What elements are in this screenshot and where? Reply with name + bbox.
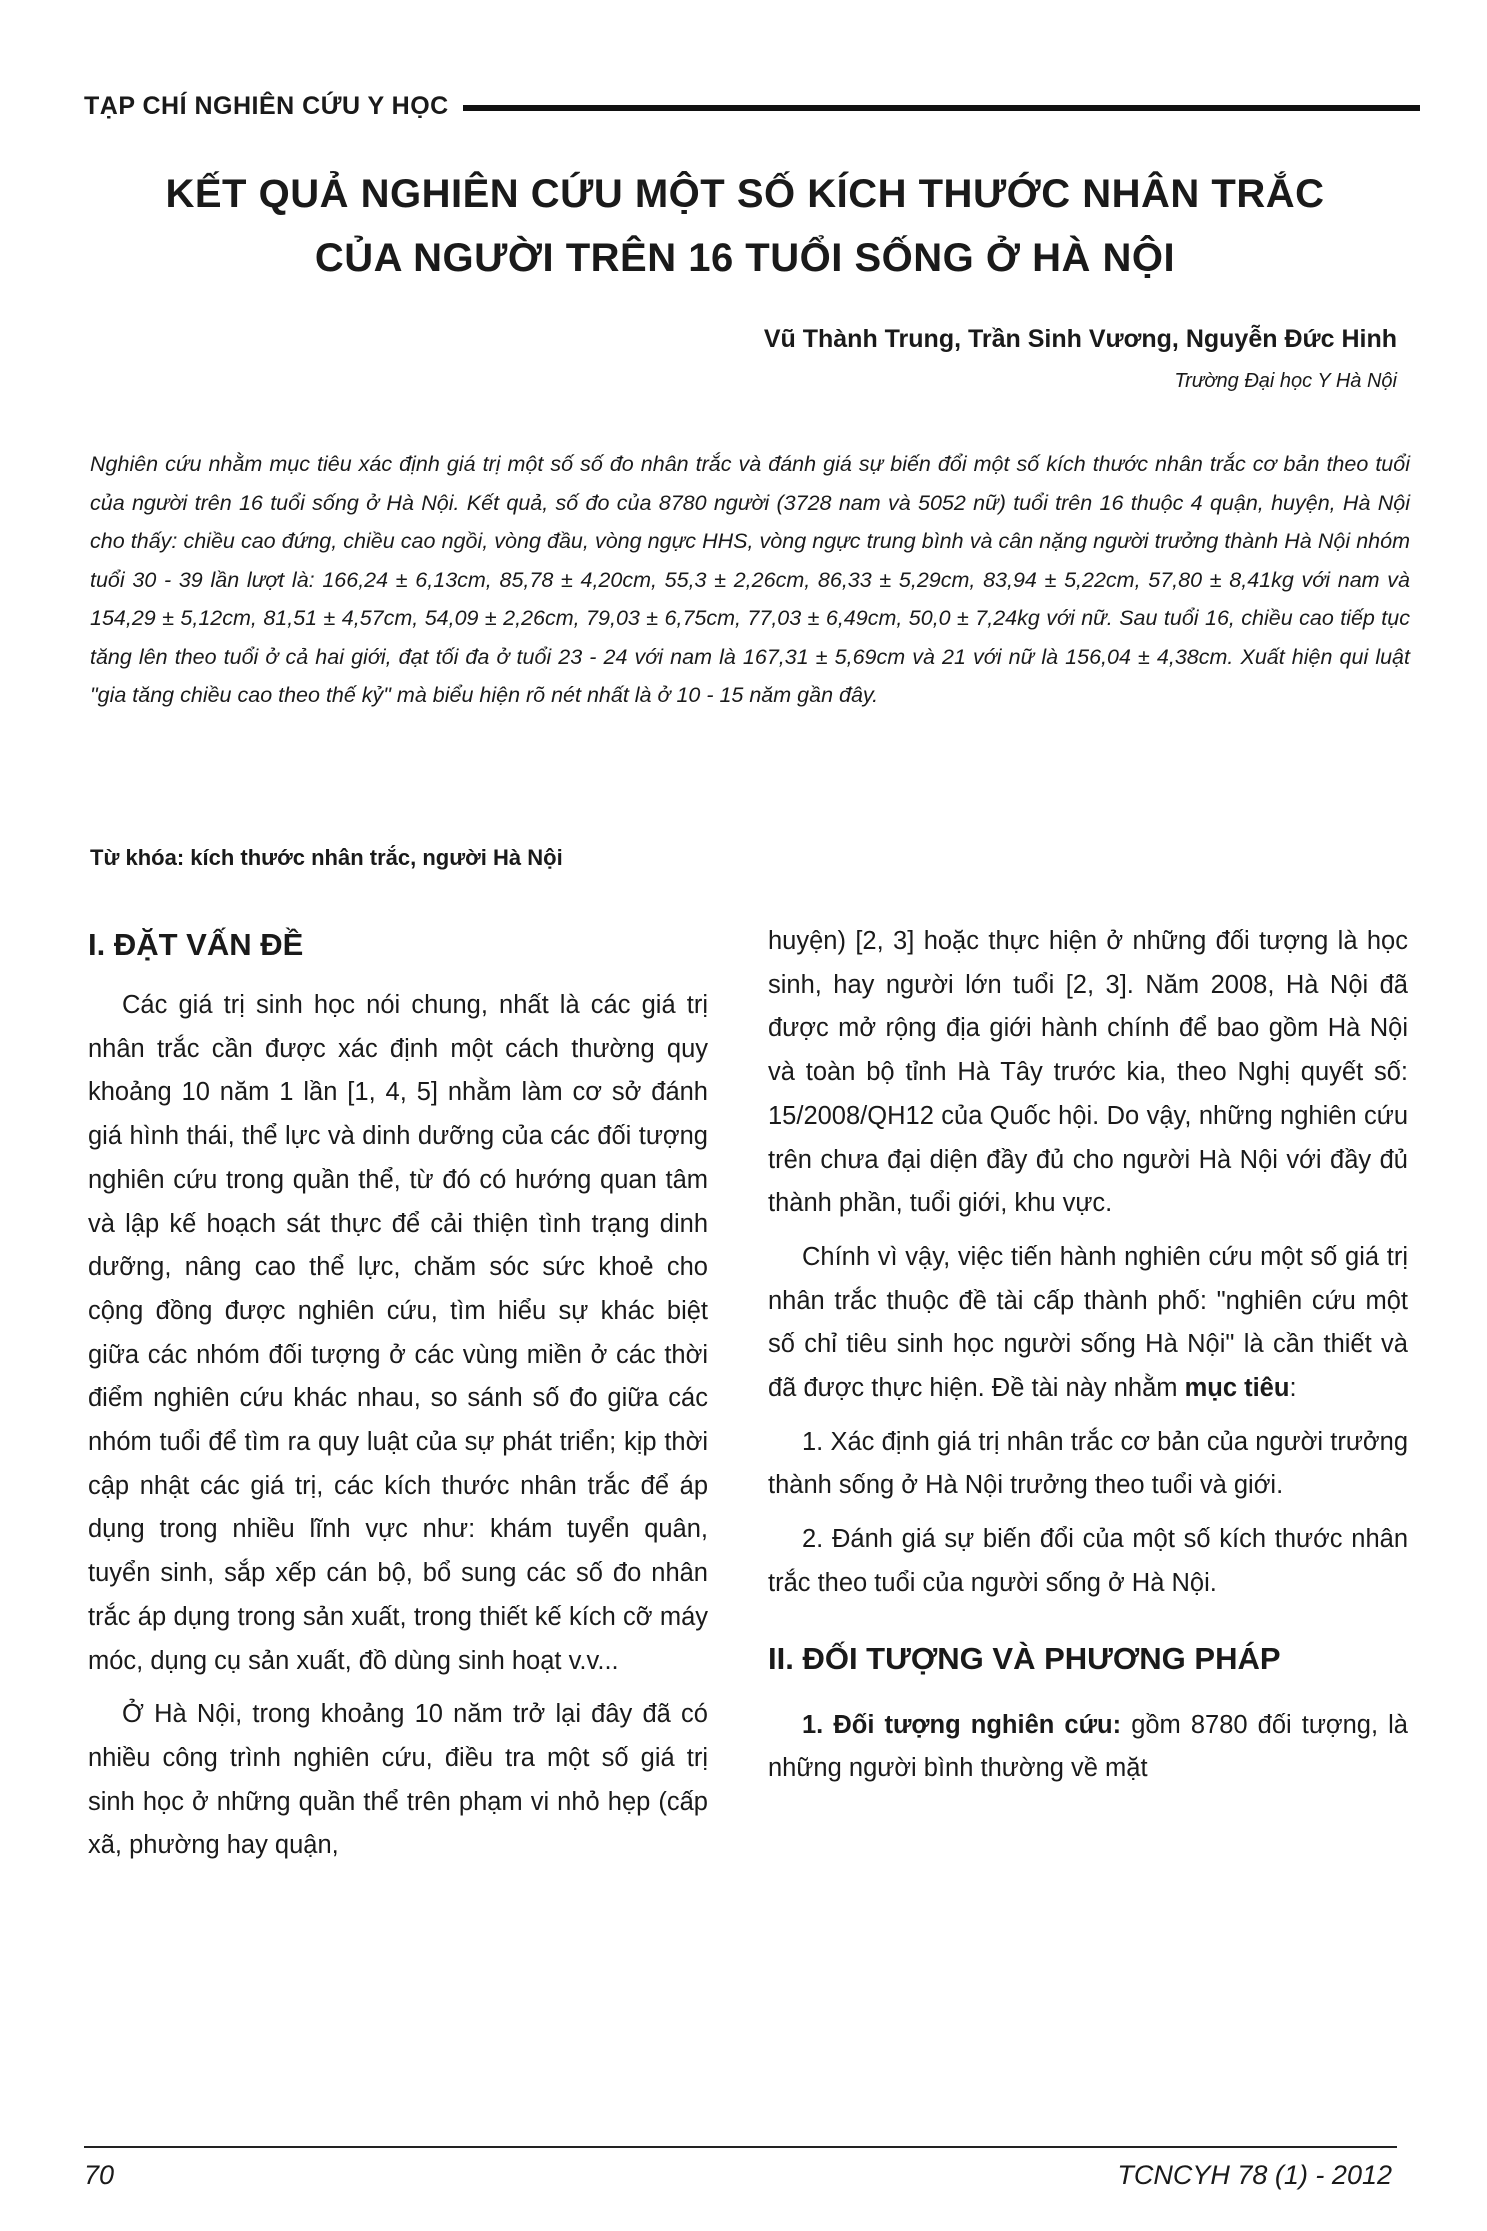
right-column — [768, 920, 1408, 1801]
journal-name: TẠP CHÍ NGHIÊN CỨU Y HỌC — [84, 92, 463, 121]
paragraph-colon: : — [1289, 1374, 1297, 1403]
subsection-label: 1. Đối tượng nghiên cứu: — [802, 1710, 1122, 1739]
objective-2: 2. Đánh giá sự biến đổi của một số kích thước nhân trắc theo tuổi của người sống ở Hà Nội. — [768, 1525, 1408, 1597]
journal-issue: TCNCYH 78 (1) - 2012 — [1117, 2160, 1392, 2190]
left-column — [88, 920, 708, 1878]
footer-rule — [84, 2146, 1397, 2148]
paragraph-text: Chính vì vậy, việc tiến hành nghiên cứu một số giá trị nhân trắc thuộc đề tài cấp thành phố: "nghiên cứu một số chỉ tiêu sinh học người sống Hà Nội" là cần thiết và đã được thực hiện. Đề tài này nhằm — [768, 1242, 1408, 1403]
paragraph-text: gồm 8780 đối tượng, là những người bình thường về mặt — [768, 1710, 1408, 1783]
keywords-text: kích thước nhân trắc, người Hà Nội — [190, 845, 563, 870]
journal-header — [84, 92, 1420, 132]
objective-1: 1. Xác định giá trị nhân trắc cơ bản của người trưởng thành sống ở Hà Nội trưởng theo tuổi và giới. — [768, 1427, 1408, 1500]
abstract: Nghiên cứu nhằm mục tiêu xác định giá trị một số số đo nhân trắc và đánh giá sự biến đổi một số kích thước nhân trắc cơ bản theo tuổi của người trên 16 tuổi sống ở Hà Nội. Kết quả, số đo của 8780 người (3728 nam và 5052 nữ) tuổi trên 16 thuộc 4 quận, huyện, Hà Nội cho thấy: chiều cao đứng, chiều cao ngồi, vòng đầu, vòng ngực HHS, vòng ngực trung bình và cân nặng người trưởng thành Hà Nội nhóm tuổi 30 - 39 lần lượt là: 166,24 ± 6,13cm, 85,78 ± 4,20cm, 55,3 ± 2,26cm, 86,33 ± 5,29cm, 83,94 ± 5,22cm, 57,80 ± 8,41kg với nam và 154,29 ± 5,12cm, 81,51 ± 4,57cm, 54,09 ± 2,26cm, 79,03 ± 6,75cm, 77,03 ± 6,49cm, 50,0 ± 7,24kg với nữ. Sau tuổi 16, chiều cao tiếp tục tăng lên theo tuổi ở cả hai giới, đạt tối đa ở tuổi 23 - 24 với nam là 167,31 ± 5,69cm và 21 với nữ là 156,04 ± 4,38cm. Xuất hiện qui luật "gia tăng chiều cao theo thế kỷ" mà biểu hiện rõ nét nhất là ở 10 - 15 năm gần đây. — [90, 452, 1410, 707]
paragraph — [768, 1236, 1408, 1411]
page-number: 70 — [84, 2160, 115, 2190]
affiliation: Trường Đại học Y Hà Nội — [1174, 370, 1397, 392]
paragraph — [768, 1704, 1408, 1791]
authors: Vũ Thành Trung, Trần Sinh Vương, Nguyễn Đức Hinh — [763, 325, 1397, 353]
title-line-2: CỦA NGƯỜI TRÊN 16 TUỔI SỐNG Ở HÀ NỘI — [314, 236, 1176, 280]
paragraph: huyện) [2, 3] hoặc thực hiện ở những đối tượng là học sinh, hay người lớn tuổi [2, 3]. Năm 2008, Hà Nội đã được mở rộng địa giới hành chính để bao gồm Hà Nội và toàn bộ tỉnh Hà Tây trước kia, theo Nghị quyết số: 15/2008/QH12 của Quốc hội. Do vậy, những nghiên cứu trên chưa đại diện đầy đủ cho người Hà Nội với đầy đủ thành phần, tuổi giới, khu vực. — [768, 927, 1408, 1218]
title-line-1: KẾT QUẢ NGHIÊN CỨU MỘT SỐ KÍCH THƯỚC NHÂN TRẮC — [165, 172, 1325, 216]
keywords — [90, 845, 563, 871]
article-title — [100, 162, 1390, 290]
section-heading-1: I. ĐẶT VẤN ĐỀ — [88, 927, 304, 962]
paragraph: Ở Hà Nội, trong khoảng 10 năm trở lại đây đã có nhiều công trình nghiên cứu, điều tra một số giá trị sinh học ở những quần thể trên phạm vi nhỏ hẹp (cấp xã, phường hay quận, — [88, 1700, 708, 1860]
paragraph: Các giá trị sinh học nói chung, nhất là các giá trị nhân trắc cần được xác định một cách thường quy khoảng 10 năm 1 lần [1, 4, 5] nhằm làm cơ sở đánh giá hình thái, thể lực và dinh dưỡng của các đối tượng nghiên cứu trong quần thể, từ đó có hướng quan tâm và lập kế hoạch sát thực để cải thiện tình trạng dinh dưỡng, nâng cao thể lực, chăm sóc sức khoẻ cho cộng đồng được nghiên cứu, tìm hiểu sự khác biệt giữa các nhóm đối tượng ở các vùng miền ở các thời điểm nghiên cứu khác nhau, so sánh số đo giữa các nhóm tuổi để tìm ra quy luật của sự phát triển; kịp thời cập nhật các giá trị, các kích thước nhân trắc để áp dụng trong nhiều lĩnh vực như: khám tuyển quân, tuyển sinh, sắp xếp cán bộ, bổ sung các số đo nhân trắc áp dụng trong sản xuất, trong thiết kế kích cỡ máy móc, dụng cụ sản xuất, đồ dùng sinh hoạt v.v... — [88, 991, 708, 1675]
objective-label: mục tiêu — [1184, 1374, 1290, 1403]
section-heading-2: II. ĐỐI TƯỢNG VÀ PHƯƠNG PHÁP — [768, 1640, 1281, 1676]
keywords-label: Từ khóa: — [90, 845, 185, 870]
